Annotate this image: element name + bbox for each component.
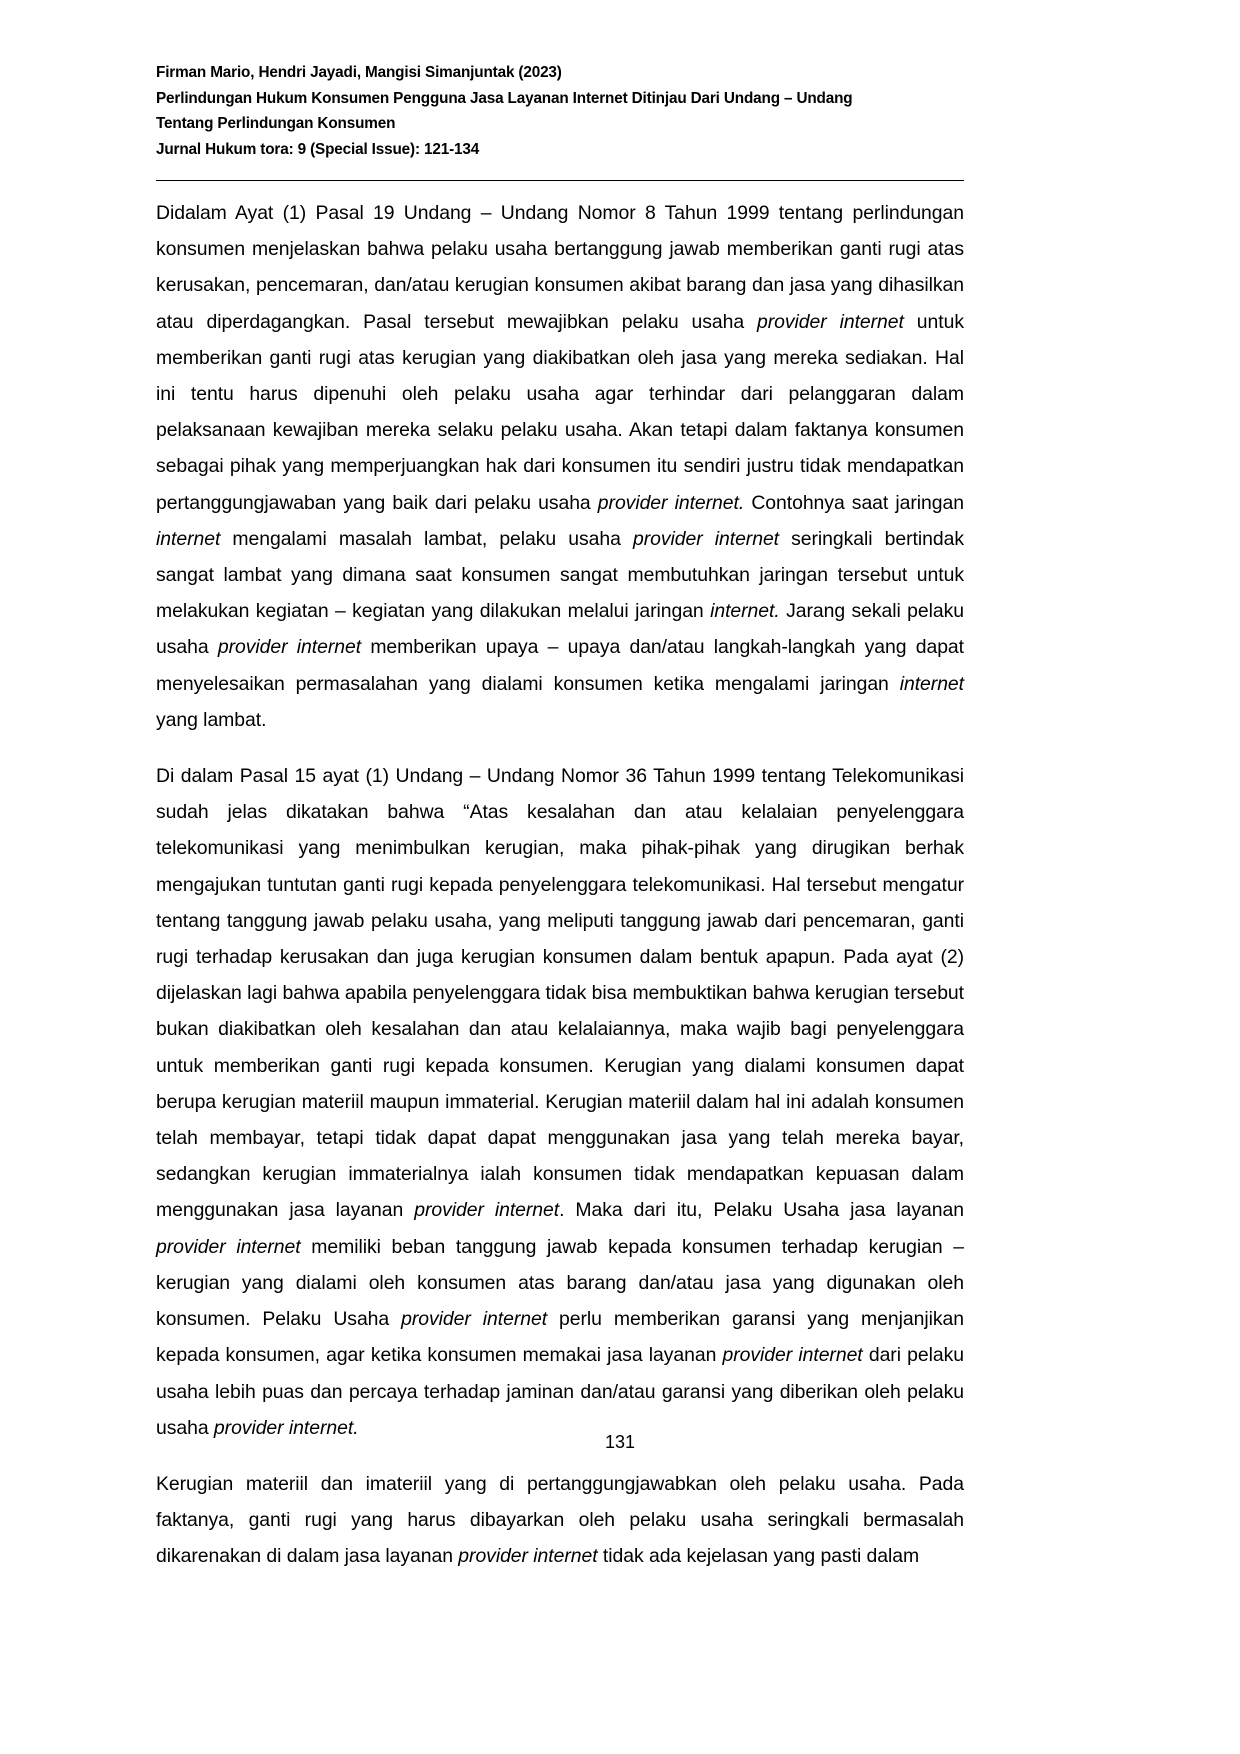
emphasis-run: provider internet. <box>213 1416 359 1439</box>
running-header-line-2: Perlindungan Hukum Konsumen Pengguna Jasa Layanan Internet Ditinjau Dari Undang – Undang <box>156 89 853 107</box>
text-run: yang lambat. <box>156 708 267 731</box>
emphasis-run: internet <box>156 527 221 550</box>
text-run: Di dalam Pasal 15 ayat (1) Undang – Undang Nomor 36 Tahun 1999 tentang Telekomunikasi sudah jelas dikatakan bahwa “Atas kesalahan dan atau kelalaian penyelenggara telekomunikasi yang menimbulkan kerugian, maka pihak-pihak yang dirugikan berhak mengajukan tuntutan ganti rugi kepada penyelenggara telekomunikasi. Hal tersebut mengatur tentang tanggung jawab pelaku usaha, yang meliputi tanggung jawab dari pencemaran, ganti rugi terhadap kerusakan dan juga kerugian konsumen dalam bentuk apapun. Pada ayat (2) dijelaskan lagi bahwa apabila penyelenggara tidak bisa membuktikan bahwa kerugian tersebut bukan diakibatkan oleh kesalahan dan atau kelalaiannya, maka wajib bagi penyelenggara untuk memberikan ganti rugi kepada konsumen. Kerugian yang dialami konsumen dapat berupa kerugian materiil maupun immaterial. Kerugian materiil dalam hal ini adalah konsumen telah membayar, tetapi tidak dapat dapat menggunakan jasa yang telah mereka bayar, sedangkan kerugian immaterialnya ialah konsumen tidak mendapatkan kepuasan dalam menggunakan jasa layanan <box>156 765 964 1222</box>
paragraph-2 <box>156 758 964 1446</box>
emphasis-run: provider internet <box>217 636 362 659</box>
emphasis-run: provider internet. <box>597 491 745 514</box>
emphasis-run: provider internet <box>757 310 904 333</box>
body-text <box>156 195 964 1575</box>
text-run: mengalami masalah lambat, pelaku usaha <box>220 527 633 550</box>
emphasis-run: provider internet <box>401 1308 548 1331</box>
text-run: Jarang sekali pelaku usaha <box>156 600 965 659</box>
running-header-line-1: Firman Mario, Hendri Jayadi, Mangisi Simanjuntak (2023) <box>156 64 562 81</box>
emphasis-run: provider internet <box>414 1199 560 1222</box>
text-run: Contohnya saat jaringan <box>744 491 964 514</box>
emphasis-run: provider internet <box>156 1235 301 1258</box>
running-header-line-4: Jurnal Hukum tora: 9 (Special Issue): 121-134 <box>156 140 480 158</box>
emphasis-run: provider internet <box>722 1344 863 1367</box>
text-run: . Maka dari itu, Pelaku Usaha jasa layanan <box>559 1199 964 1222</box>
text-run: Didalam Ayat (1) Pasal 19 Undang – Undang Nomor 8 Tahun 1999 tentang perlindungan konsumen menjelaskan bahwa pelaku usaha bertanggung jawab memberikan ganti rugi atas kerusakan, pencemaran, dan/atau kerugian konsumen akibat barang dan jasa yang dihasilkan atau diperdagangkan. Pasal tersebut mewajibkan pelaku usaha <box>156 202 964 333</box>
emphasis-run: internet <box>899 672 964 695</box>
emphasis-run: provider internet <box>458 1545 598 1568</box>
page-content <box>156 60 964 1575</box>
emphasis-run: provider internet <box>632 527 780 550</box>
text-run: memberikan upaya – upaya dan/atau langkah-langkah yang dapat menyelesaikan permasalahan yang dialami konsumen ketika mengalami jaringan <box>156 636 965 695</box>
paragraph-1 <box>156 195 964 738</box>
text-run: perlu memberikan garansi yang menjanjikan kepada konsumen, agar ketika konsumen memakai jasa layanan <box>156 1308 964 1367</box>
running-header-line-3: Tentang Perlindungan Konsumen <box>156 115 396 132</box>
text-run: dari pelaku usaha lebih puas dan percaya terhadap jaminan dan/atau garansi yang diberikan oleh pelaku usaha <box>156 1344 964 1439</box>
page-number: 131 <box>604 1432 636 1452</box>
text-run: Kerugian materiil dan imateriil yang di pertanggungjawabkan oleh pelaku usaha. Pada faktanya, ganti rugi yang harus dibayarkan oleh pelaku usaha seringkali bermasalah dikarenakan di dalam jasa layanan <box>156 1472 964 1568</box>
text-run: tidak ada kejelasan yang pasti dalam <box>597 1545 920 1568</box>
emphasis-run: internet. <box>710 600 780 623</box>
running-header <box>156 60 964 162</box>
text-run: memiliki beban tanggung jawab kepada konsumen terhadap kerugian – kerugian yang dialami oleh konsumen atas barang dan/atau jasa yang digunakan oleh konsumen. Pelaku Usaha <box>156 1235 964 1331</box>
text-run: seringkali bertindak sangat lambat yang dimana saat konsumen sangat membutuhkan jaringan tersebut untuk melakukan kegiatan – kegiatan yang dilakukan melalui jaringan <box>156 527 964 623</box>
header-divider-rule <box>156 180 964 181</box>
text-run: untuk memberikan ganti rugi atas kerugian yang diakibatkan oleh jasa yang mereka sediakan. Hal ini tentu harus dipenuhi oleh pelaku usaha agar terhindar dari pelanggaran dalam pelaksanaan kewajiban mereka selaku pelaku usaha. Akan tetapi dalam faktanya konsumen sebagai pihak yang memperjuangkan hak dari konsumen itu sendiri justru tidak mendapatkan pertanggungjawaban yang baik dari pelaku usaha <box>156 310 964 514</box>
paragraph-3 <box>156 1466 964 1575</box>
